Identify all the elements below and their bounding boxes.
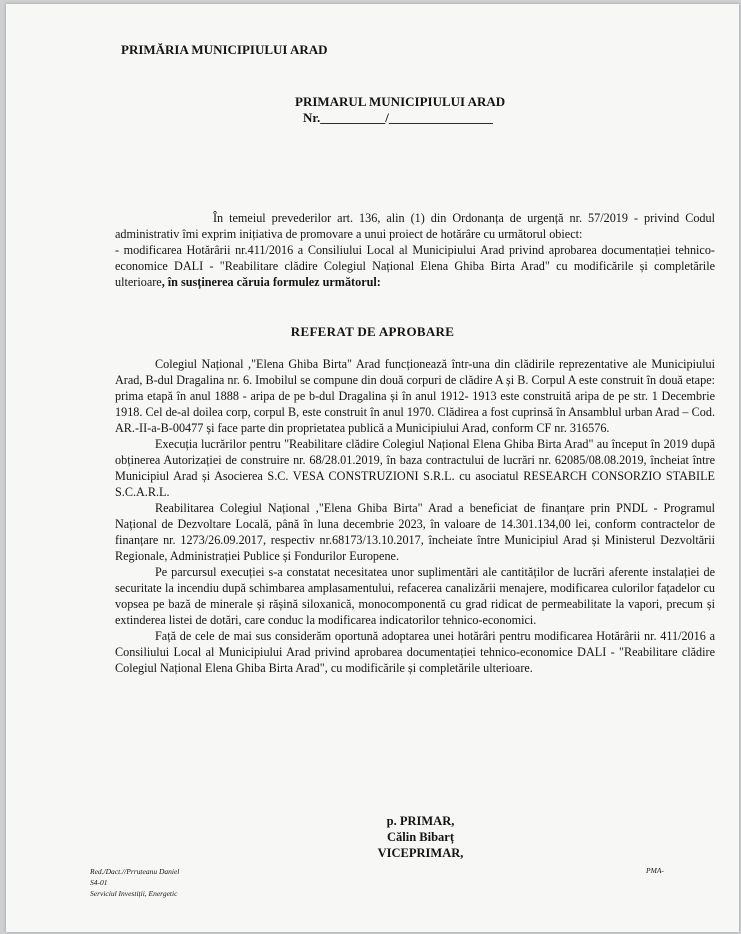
document-page [6,4,739,932]
intro-paragraph: În temeiul prevederilor art. 136, alin (1) din Ordonanța de urgență nr. 57/2019 - privind Codul administrativ îmi exprim inițiativa de promovare a unui proiect de hotărâre cu următorul obiect: [115,211,715,241]
footer-service: Serviciul Investiții, Energetic [90,889,178,898]
body-paragraph-1: Colegiul Național ,"Elena Ghiba Birta" Arad funcționează într-una din clădirile reprezentative ale Municipiului Arad, B-dul Dragalina nr. 6. Imobilul se compune din două corpuri de clădire A și B. Corpul A este construit în două etape: prima etapă în anul 1888 - aripa de pe b-dul Dragalina și în anul 1912- 1913 este construită aripa de pe str. 1 Decembrie 1918. Cel de-al doilea corp, corpul B, este construit în anul 1970. Clădirea a fost cuprinsă în Ansamblul urban Arad – Cod. AR.-II-a-B-00477 și face parte din proprietatea publică a Municipiului Arad, conform CF nr. 316576. [115,357,715,435]
signature-vice: VICEPRIMAR, [377,846,464,860]
body-paragraph-3: Reabilitarea Colegiul Național ,"Elena Ghiba Birta" Arad a beneficiat de finanțare prin PNDL - Programul Național de Dezvoltare Locală, până în luna decembrie 2023, în valoare de 14.301.134,00 lei, conform contractelor de finanțare nr. 1273/26.09.2017, respectiv nr.68173/13.10.2017, încheiate între Municipiul Arad și Ministerul Dezvoltării Regionale, Administrației Publice și Fondurilor Europene. [115,501,715,563]
body-paragraph-2: Execuția lucrărilor pentru "Reabilitare clădire Colegiul Național Elena Ghiba Birta Arad" au început în 2019 după obținerea Autorizației de construire nr. 68/28.01.2019, în baza contractului de lucrări nr. 62085/08.08.2019, încheiat între Municipiul Arad și Asocierea S.C. VESA CONSTRUZIONI S.R.L. cu asociatul RESEARCH CONSORZIO STABILE S.C.A.R.L. [115,437,715,499]
intro-section [115,210,715,290]
footer-pma: PMA- [646,866,664,875]
subject-continuation: , în susținerea căruia formulez următorul: [161,275,381,289]
footer-code: S4-01 [90,878,108,887]
subject-paragraph [115,242,715,290]
subject-text: - modificarea Hotărârii nr.411/2016 a Consiliului Local al Municipiului Arad privind aprobarea documentației tehnico-economice DALI - "Reabilitare clădire Colegiul Național Elena Ghiba Birta Arad" cu modificările și completările ulterioare [115,243,715,289]
body-paragraph-5: Față de cele de mai sus considerăm oportună adoptarea unei hotărâri pentru modificarea Hotărârii nr. 411/2016 a Consiliului Local al Municipiului Arad privind aprobarea documentației tehnico-economice DALI - "Reabilitare clădire Colegiul Național Elena Ghiba Birta Arad", cu modificările și completările ulterioare. [115,629,715,675]
referat-title: REFERAT DE APROBARE [290,324,455,339]
signature-role: p. PRIMAR, [386,814,455,828]
registration-number-line: Nr.__________/________________ [303,110,493,125]
body-paragraph-4: Pe parcursul execuției s-a constatat necesitatea unor suplimentări ale cantităților de lucrări aferente instalației de securitate la incendiu după schimbarea amplasamentului, refacerea canalizării menajere, modificarea culorilor fațadelor cu vopsea pe bază de minerale și rășină siloxanică, monocomponentă cu grad ridicat de permeabilitate la vapori, precum și extinderea listei de dotări, care conduc la modificarea indicatorilor tehnico-economici. [115,565,715,627]
signature-name: Călin Bibarț [386,830,455,844]
institution-header: PRIMĂRIA MUNICIPIULUI ARAD [121,42,328,57]
mayor-title: PRIMARUL MUNICIPIULUI ARAD [295,94,506,109]
footer-editor: Red./Dact.//Prruteanu Daniel [90,867,180,876]
referat-body [115,356,715,676]
